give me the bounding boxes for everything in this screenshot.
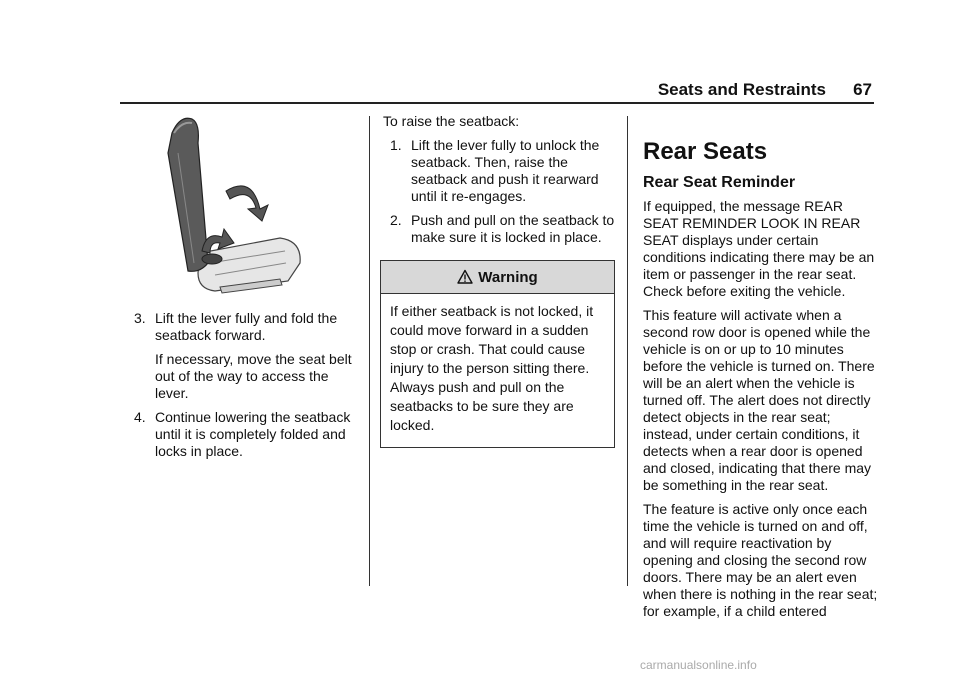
- subsection-heading: Rear Seat Reminder: [643, 174, 796, 191]
- step-number: 2.: [390, 212, 402, 228]
- page-number: 67: [853, 80, 872, 99]
- middle-column: [383, 113, 615, 253]
- right-column: [643, 138, 878, 627]
- step-number: 1.: [390, 137, 402, 153]
- paragraph: The feature is active only once each time the vehicle is turned on and off, and will require reactivation by opening and closing the second row doors. There may be an alert even when there is nothing in the rear seat; for example, if a child entered: [643, 501, 878, 619]
- step-1: [383, 137, 615, 205]
- warning-box: [380, 260, 615, 448]
- step-text: Lift the lever fully and fold the seatback forward.: [155, 310, 338, 343]
- step-number: 4.: [134, 409, 146, 425]
- instructions-intro: To raise the seatback:: [383, 113, 520, 129]
- warning-icon: [457, 269, 473, 285]
- page-header: [120, 80, 874, 104]
- step-text: Push and pull on the seatback to make sure it is locked in place.: [411, 212, 615, 245]
- step-text: Continue lowering the seatback until it is completely folded and locks in place.: [155, 409, 351, 459]
- paragraph: If equipped, the message REAR SEAT REMINDER LOOK IN REAR SEAT displays under certain conditions indicating there may be an item or passenger in the rear seat. Check before exiting the vehicle.: [643, 198, 875, 299]
- column-divider: [627, 116, 628, 586]
- step-4: [127, 409, 359, 460]
- watermark: carmanualsonline.info: [640, 658, 757, 672]
- step-2: [383, 212, 615, 246]
- seat-illustration: [160, 113, 305, 300]
- step-continuation: If necessary, move the seat belt out of the way to access the lever.: [155, 351, 352, 401]
- warning-title: Warning: [478, 268, 538, 286]
- step-number: 3.: [134, 310, 146, 326]
- column-divider: [369, 116, 370, 586]
- section-heading: Rear Seats: [643, 138, 768, 165]
- section-title: Seats and Restraints: [657, 80, 826, 99]
- left-column: [127, 310, 359, 467]
- step-3: [127, 310, 359, 402]
- warning-header: [381, 261, 614, 294]
- paragraph: This feature will activate when a second row door is opened while the vehicle is on or up to 10 minutes before the vehicle is turned on. There will be an alert when the vehicle is turned off. The alert does not directly detect objects in the rear seat; instead, under certain conditions, it detects when a rear door is opened and closed, indicating that there may be something in the rear seat.: [643, 307, 875, 493]
- step-text: Lift the lever fully to unlock the seatback. Then, raise the seatback and push it rearward until it re-engages.: [411, 137, 600, 204]
- warning-body: If either seatback is not locked, it could move forward in a sudden stop or crash. That could cause injury to the person sitting there. Always push and pull on the seatbacks to be sure they are locked.: [390, 303, 594, 433]
